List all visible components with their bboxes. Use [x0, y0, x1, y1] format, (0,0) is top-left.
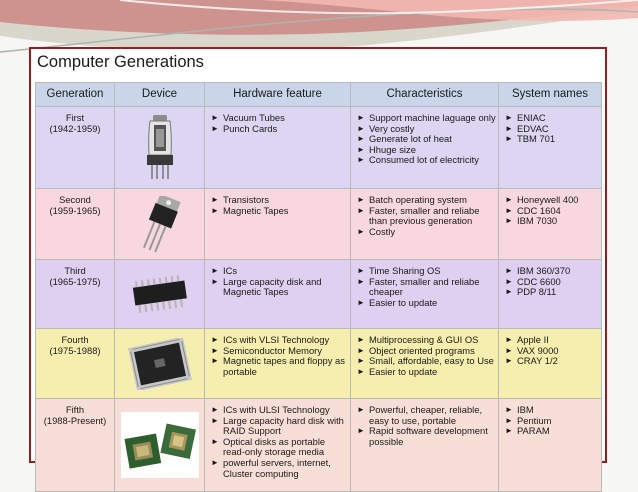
characteristics-cell [351, 107, 499, 189]
table-row [36, 329, 602, 399]
system-name-item: ► ENIAC [503, 113, 599, 124]
hardware-item: ► Transistors [209, 195, 348, 206]
hardware-item: ► ICs [209, 266, 348, 277]
hardware-item: ► Large capacity hard disk with RAID Support [209, 416, 348, 437]
hardware-item: ► Punch Cards [209, 124, 348, 135]
system-name-item: ► PARAM [503, 426, 599, 437]
characteristic-item: ► Support machine laguage only [355, 113, 496, 124]
slide-content-frame [29, 47, 607, 479]
system-name-item: ► TBM 701 [503, 134, 599, 145]
system-name-item: ► IBM [503, 405, 599, 416]
integrated-circuit-icon [128, 274, 192, 314]
characteristic-item: ► Batch operating system [355, 195, 496, 206]
generation-cell [36, 189, 115, 260]
hardware-item: ► ICs with VLSI Technology [209, 335, 348, 346]
hardware-item: ► Vacuum Tubes [209, 113, 348, 124]
generation-years: (1942-1959) [49, 122, 101, 134]
characteristic-item: ► Very costly [355, 124, 496, 135]
characteristic-item: ► Multiprocessing & GUI OS [355, 335, 496, 346]
system-name-item: ► IBM 360/370 [503, 266, 599, 277]
characteristic-item: ► Hhuge size [355, 145, 496, 156]
characteristics-cell [351, 189, 499, 260]
header-system-names: System names [499, 83, 602, 107]
transistor-icon [135, 196, 185, 252]
characteristic-item: ► Faster, smaller and reliabe cheaper [355, 277, 496, 298]
generation-cell [36, 107, 115, 189]
hardware-item: ► Magnetic tapes and floppy as portable [209, 356, 348, 377]
header-characteristics: Characteristics [351, 83, 499, 107]
system-name-item: ► CDC 6600 [503, 277, 599, 288]
characteristic-item: ► Rapid software development possible [355, 426, 496, 447]
system-name-item: ► VAX 9000 [503, 346, 599, 357]
characteristic-item: ► Consumed lot of electricity [355, 155, 496, 166]
characteristic-item: ► Faster, smaller and reliabe than previous generation [355, 206, 496, 227]
vacuum-tube-icon [140, 115, 180, 181]
system-name-item: ► PDP 8/11 [503, 287, 599, 298]
hardware-item: ► Optical disks as portable read-only storage media [209, 437, 348, 458]
generation-name: Third [64, 265, 86, 276]
system-names-cell [499, 107, 602, 189]
generation-years: (1965-1975) [49, 275, 101, 287]
slide-title: Computer Generations [37, 53, 204, 71]
generation-years: (1959-1965) [49, 204, 101, 216]
device-cell [115, 107, 205, 189]
hardware-item: ► Magnetic Tapes [209, 206, 348, 217]
system-name-item: ► EDVAC [503, 124, 599, 135]
table-row [36, 189, 602, 260]
hardware-cell [205, 107, 351, 189]
generations-table [35, 82, 602, 492]
device-cell [115, 260, 205, 329]
vlsi-chip-icon [128, 338, 192, 390]
generation-name: Fourth [61, 334, 89, 345]
hardware-cell [205, 260, 351, 329]
system-name-item: ► Honeywell 400 [503, 195, 599, 206]
hardware-item: ► Semiconductor Memory [209, 346, 348, 357]
generation-years: (1975-1988) [49, 344, 101, 356]
ulsi-chips-icon [121, 412, 199, 478]
system-name-item: ► CDC 1604 [503, 206, 599, 217]
table-row [36, 260, 602, 329]
hardware-cell [205, 189, 351, 260]
generation-name: First [65, 112, 85, 123]
header-generation: Generation [36, 83, 115, 107]
system-name-item: ► CRAY 1/2 [503, 356, 599, 367]
hardware-item: ► ICs with ULSI Technology [209, 405, 348, 416]
device-cell [115, 189, 205, 260]
generation-name: Fifth [65, 404, 85, 415]
system-names-cell [499, 260, 602, 329]
generation-years: (1988-Present) [43, 414, 107, 426]
generation-cell [36, 329, 115, 399]
hardware-cell [205, 329, 351, 399]
system-names-cell [499, 329, 602, 399]
characteristics-cell [351, 329, 499, 399]
table-header-row [36, 83, 602, 107]
characteristic-item: ► Generate lot of heat [355, 134, 496, 145]
system-name-item: ► IBM 7030 [503, 216, 599, 227]
header-device: Device [115, 83, 205, 107]
header-hardware-feature: Hardware feature [205, 83, 351, 107]
system-name-item: ► Pentium [503, 416, 599, 427]
generation-name: Second [59, 194, 91, 205]
system-names-cell [499, 189, 602, 260]
characteristic-item: ► Easier to update [355, 367, 496, 378]
device-cell [115, 329, 205, 399]
characteristic-item: ► Small, affordable, easy to Use [355, 356, 496, 367]
characteristic-item: ► Powerful, cheaper, reliable, easy to use, portable [355, 405, 496, 426]
system-name-item: ► Apple II [503, 335, 599, 346]
hardware-item: ► Large capacity disk and Magnetic Tapes [209, 277, 348, 298]
generation-cell [36, 260, 115, 329]
characteristics-cell [351, 260, 499, 329]
hardware-item: ► powerful servers, internet, Cluster computing [209, 458, 348, 479]
characteristic-item: ► Easier to update [355, 298, 496, 309]
characteristic-item: ► Object oriented programs [355, 346, 496, 357]
table-row [36, 107, 602, 189]
characteristic-item: ► Time Sharing OS [355, 266, 496, 277]
characteristic-item: ► Costly [355, 227, 496, 238]
